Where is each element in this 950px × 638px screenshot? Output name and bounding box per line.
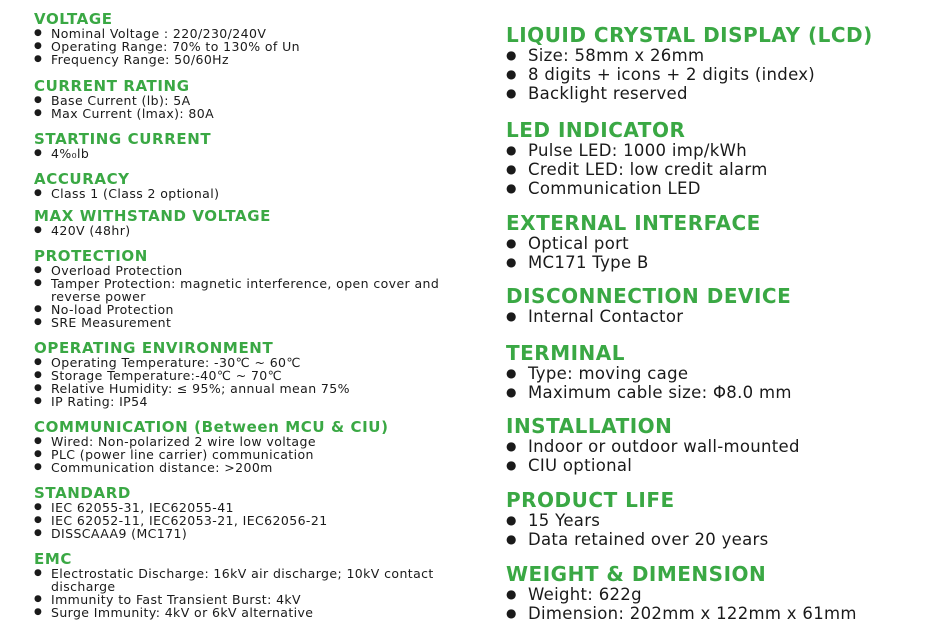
spec-list (34, 567, 478, 619)
spec-item: ● IEC 62055-31, IEC62055-41 (34, 501, 478, 514)
spec-item: ● Class 1 (Class 2 optional) (34, 187, 478, 200)
spec-item: ● IEC 62052-11, IEC62053-21, IEC62056-21 (34, 514, 478, 527)
spec-item: ● Relative Humidity: ≤ 95%; annual mean 75% (34, 382, 478, 395)
section-lcd (506, 24, 946, 103)
spec-item: ● Max Current (lmax): 80A (34, 107, 478, 120)
spec-item: ● Backlight reserved (506, 84, 946, 103)
spec-item: ● Operating Range: 70% to 130% of Un (34, 40, 478, 53)
spec-item: ● Pulse LED: 1000 imp/kWh (506, 141, 946, 160)
section-terminal (506, 342, 946, 402)
section-emc (34, 552, 478, 619)
spec-list (506, 364, 946, 402)
section-led-indicator (506, 119, 946, 198)
spec-list (506, 141, 946, 198)
section-heading: COMMUNICATION (Between MCU & CIU) (34, 418, 389, 436)
spec-item: ● Weight: 622g (506, 585, 946, 604)
spec-list (506, 511, 946, 549)
section-voltage (34, 12, 478, 66)
section-current-rating (34, 79, 478, 120)
section-max-withstand-voltage (34, 209, 478, 237)
section-external-interface (506, 212, 946, 272)
spec-list (34, 147, 478, 160)
spec-item: ● Operating Temperature: -30℃ ~ 60℃ (34, 356, 478, 369)
spec-item: ● Indoor or outdoor wall-mounted (506, 437, 946, 456)
spec-item: ● Immunity to Fast Transient Burst: 4kV (34, 593, 478, 606)
spec-list (34, 264, 478, 329)
section-heading: ACCURACY (34, 170, 130, 188)
spec-list (506, 437, 946, 475)
section-operating-environment (34, 341, 478, 408)
spec-item: ● PLC (power line carrier) communication (34, 448, 478, 461)
spec-item: ● Internal Contactor (506, 307, 946, 326)
spec-column-right (478, 0, 950, 638)
section-heading: WEIGHT & DIMENSION (506, 562, 767, 586)
spec-item: ● Surge Immunity: 4kV or 6kV alternative (34, 606, 478, 619)
section-heading: STANDARD (34, 484, 131, 502)
section-heading: VOLTAGE (34, 10, 113, 28)
spec-list (506, 234, 946, 272)
section-heading: CURRENT RATING (34, 77, 190, 95)
section-heading: STARTING CURRENT (34, 130, 212, 148)
section-product-life (506, 489, 946, 549)
spec-item: ● Electrostatic Discharge: 16kV air discharge; 10kV contact discharge (34, 567, 461, 593)
spec-list (34, 224, 478, 237)
spec-item: ● 420V (48hr) (34, 224, 478, 237)
spec-item: ● MC171 Type B (506, 253, 946, 272)
spec-item: ● Dimension: 202mm x 122mm x 61mm (506, 604, 946, 623)
section-disconnection-device (506, 285, 946, 326)
section-heading: EMC (34, 550, 72, 568)
spec-item: ● Overload Protection (34, 264, 478, 277)
spec-item: ● Storage Temperature:-40℃ ~ 70℃ (34, 369, 478, 382)
section-installation (506, 415, 946, 475)
section-starting-current (34, 132, 478, 160)
spec-list (34, 356, 478, 408)
spec-item: ● Wired: Non-polarized 2 wire low voltage (34, 435, 478, 448)
spec-item: ● Frequency Range: 50/60Hz (34, 53, 478, 66)
spec-item: ● SRE Measurement (34, 316, 478, 329)
section-weight-dimension (506, 563, 946, 623)
section-heading: PRODUCT LIFE (506, 488, 675, 512)
section-heading: TERMINAL (506, 341, 626, 365)
section-protection (34, 249, 478, 329)
section-heading: EXTERNAL INTERFACE (506, 211, 761, 235)
spec-item: ● 8 digits + icons + 2 digits (index) (506, 65, 946, 84)
section-heading: LED INDICATOR (506, 118, 686, 142)
section-heading: LIQUID CRYSTAL DISPLAY (LCD) (506, 23, 873, 47)
spec-item: ● DISSCAAA9 (MC171) (34, 527, 478, 540)
spec-list (506, 46, 946, 103)
spec-item: ● 15 Years (506, 511, 946, 530)
section-standard (34, 486, 478, 540)
spec-item: ● 4%₀lb (34, 147, 478, 160)
spec-list (506, 307, 946, 326)
section-heading: DISCONNECTION DEVICE (506, 284, 792, 308)
spec-item: ● No-load Protection (34, 303, 478, 316)
spec-list (34, 501, 478, 540)
section-heading: MAX WITHSTAND VOLTAGE (34, 207, 271, 225)
spec-item: ● CIU optional (506, 456, 946, 475)
spec-item: ● Communication distance: >200m (34, 461, 478, 474)
spec-item: ● Nominal Voltage : 220/230/240V (34, 27, 478, 40)
spec-list (34, 435, 478, 474)
spec-item: ● Credit LED: low credit alarm (506, 160, 946, 179)
spec-list (34, 187, 478, 200)
spec-list (34, 27, 478, 66)
spec-item: ● Size: 58mm x 26mm (506, 46, 946, 65)
spec-item: ● Optical port (506, 234, 946, 253)
spec-list (34, 94, 478, 120)
section-heading: OPERATING ENVIRONMENT (34, 339, 274, 357)
spec-item: ● Type: moving cage (506, 364, 946, 383)
section-communication (34, 420, 478, 474)
spec-item: ● Maximum cable size: Φ8.0 mm (506, 383, 946, 402)
spec-list (506, 585, 946, 623)
spec-item: ● Communication LED (506, 179, 946, 198)
section-heading: INSTALLATION (506, 414, 673, 438)
spec-item: ● IP Rating: IP54 (34, 395, 478, 408)
spec-item: ● Tamper Protection: magnetic interference, open cover and reverse power (34, 277, 478, 303)
spec-item: ● Data retained over 20 years (506, 530, 946, 549)
spec-item: ● Base Current (lb): 5A (34, 94, 478, 107)
section-accuracy (34, 172, 478, 200)
section-heading: PROTECTION (34, 247, 148, 265)
